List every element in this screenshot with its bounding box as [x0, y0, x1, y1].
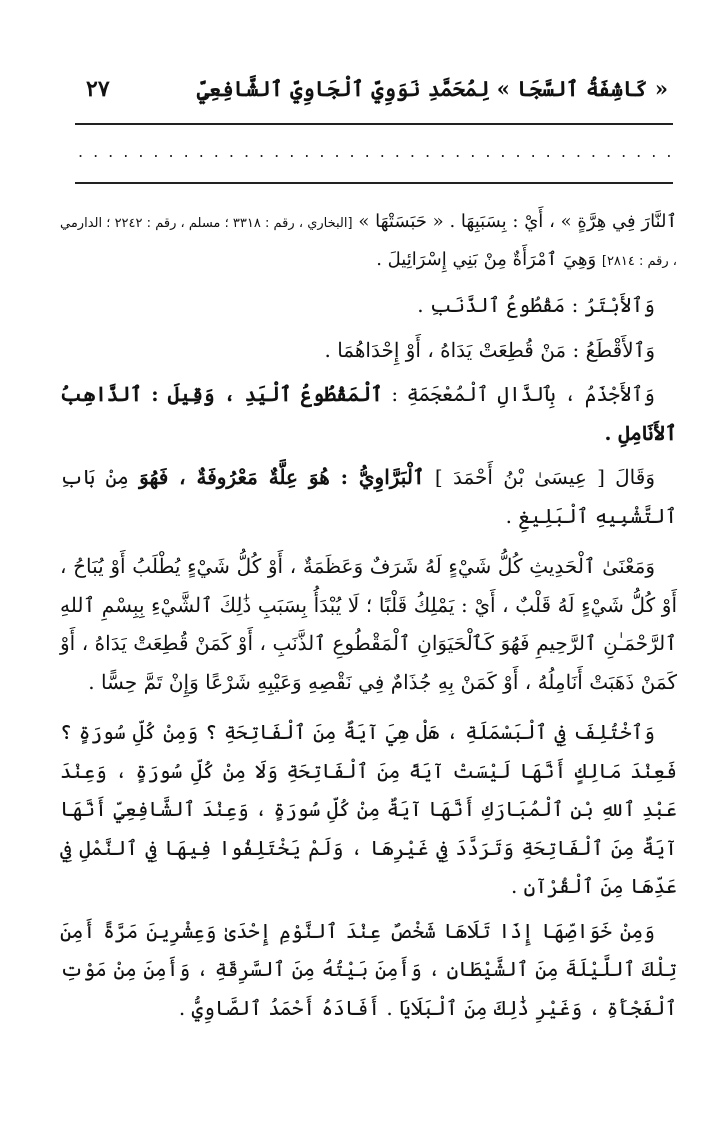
- barrawi-statement: ٱلْبَرَّاوِيُّ : هُوَ عِلَّةٌ مَعْرُوفَةٌ ، فَهُوَ: [139, 465, 425, 489]
- paragraph-hadith-ending: [60, 204, 677, 280]
- barrawi-attribution: وَقَالَ [ عِيسَىٰ بْنُ أَحْمَدَ ]: [424, 465, 655, 489]
- paragraph-basmala-virtues: وَمِنْ خَوَاصِّهَا إِذَا تَلَاهَا شَخْصٌ عِنْدَ ٱلنَّوْمِ إِحْدَىٰ وَعِشْرِينَ مَرَّةً أَمِنَ تِلْكَ ٱللَّيْلَةَ مِنَ ٱلشَّيْطَانِ ، وَأَمِنَ بَيْتُهُ مِنَ ٱلسَّرِقَةِ ، وَأَمِنَ مِنْ مَوْتِ ٱلْفَجْأَةِ ، وَغَيْرِ ذَٰلِكَ مِنَ ٱلْبَلَايَا . أَفَادَهُ أَحْمَدُ ٱلصَّاوِيُّ .: [60, 918, 677, 1020]
- hadith-text: ٱلنَّارَ فِي هِرَّةٍ » ، أَيْ : بِسَبَبِهَا . « حَبَسَتْهَا »: [352, 211, 678, 232]
- paragraph-ajdham: [60, 375, 677, 452]
- barrawi-conclusion: مِنْ بَابِ ٱلتَّشْبِيهِ ٱلْبَلِيغِ .: [60, 465, 677, 528]
- paragraph-basmala-dispute: وَٱخْتُلِفَ فِي ٱلْبَسْمَلَةِ ، هَلْ هِيَ آيَةٌ مِنَ ٱلْفَاتِحَةِ ؟ وَمِنْ كُلِّ سُورَةٍ ؟ فَعِنْدَ مَالِكٍ أَنَّهَا لَيْسَتْ آيَةً مِنَ ٱلْفَاتِحَةِ وَلَا مِنْ كُلِّ سُورَةٍ ، وَعِنْدَ عَبْدِ ٱللهِ بْنِ ٱلْمُبَارَكِ أَنَّهَا آيَةٌ مِنْ كُلِّ سُورَةٍ ، وَعِنْدَ ٱلشَّافِعِيِّ أَنَّهَا آيَةٌ مِنَ ٱلْفَاتِحَةِ وَتَرَدَّدَ فِي غَيْرِهَا ، وَلَمْ يَخْتَلِفُوا فِيهَا فِي ٱلنَّمْلِ فِي عَدِّهَا مِنَ ٱلْقُرْآنِ .: [60, 720, 677, 898]
- header-rule: [75, 123, 673, 125]
- ajdham-term: وَٱلأَجْذَمُ ، بِٱلذَّالِ ٱلْمُعْجَمَةِ :: [382, 382, 656, 406]
- section-rule: [75, 182, 673, 184]
- meaning-intro: وَمَعْنَىٰ ٱلْحَدِيثِ كُلُّ شَيْءٍ لَهُ شَرَفٌ وَعَظَمَةٌ ،: [283, 554, 656, 578]
- page-number: ٢٧: [86, 76, 110, 102]
- paragraph-aqta: وَٱلأَقْطَعُ : مَنْ قُطِعَتْ يَدَاهُ ، أَوْ إِحْدَاهُمَا .: [324, 337, 655, 362]
- page-header: [78, 72, 674, 116]
- meaning-body: أَوْ كُلُّ شَيْءٍ يُطْلَبُ أَوْ يُبَاحُ ، أَوْ كُلُّ شَيْءٍ لَهُ قَلْبٌ ، أَيْ : يَمْلِكُ قَلْبًا ؛ لَا يُبْدَأُ بِسَبَبِ ذَٰلِكَ ٱلشَّيْءِ بِبِسْمِ ٱللهِ ٱلرَّحْمَـٰنِ ٱلرَّحِيمِ فَهُوَ كَٱلْحَيَوَانِ ٱلْمَقْطُوعِ ٱلذَّنَبِ ، أَوْ كَمَنْ قُطِعَتْ يَدَاهُ ، أَوْ كَمَنْ ذَهَبَتْ أَنَامِلُهُ ، أَوْ كَمَنْ بِهِ جُذَامٌ فِي نَقْصِهِ وَعَيْبِهِ شَرْعًا وَإِنْ تَمَّ حِسًّا .: [60, 554, 677, 694]
- hadith-reference: [البخاري ، رقم : ٣٣١٨ ؛ مسلم ، رقم : ٢٢٤٢ ؛ الدارمي ، رقم : ٢٨١٤]: [60, 216, 677, 269]
- omission-dots: ........................................: [78, 142, 682, 161]
- paragraph-abtar: وَٱلأَبْتَرُ : مَقْطُوعُ ٱلذَّنَبِ .: [417, 293, 655, 317]
- main-text: [60, 204, 677, 1027]
- hadith-note: وَهِيَ ٱمْرَأَةٌ مِنْ بَنِي إِسْرَائِيلَ .: [376, 249, 602, 270]
- paragraph-barrawi: [60, 458, 677, 535]
- paragraph-hadith-meaning: [60, 547, 677, 701]
- running-title: « كَاشِفَةُ ٱلسَّجَا » لِمُحَمَّدِ نَوَوِيِّ ٱلْجَاوِيِّ ٱلشَّافِعِيِّ: [196, 76, 668, 101]
- ajdham-definition: ٱلْمَقْطُوعُ ٱلْيَدِ ، وَقِيلَ : ٱلذَّاهِبُ ٱلأَنَامِلِ .: [60, 382, 677, 445]
